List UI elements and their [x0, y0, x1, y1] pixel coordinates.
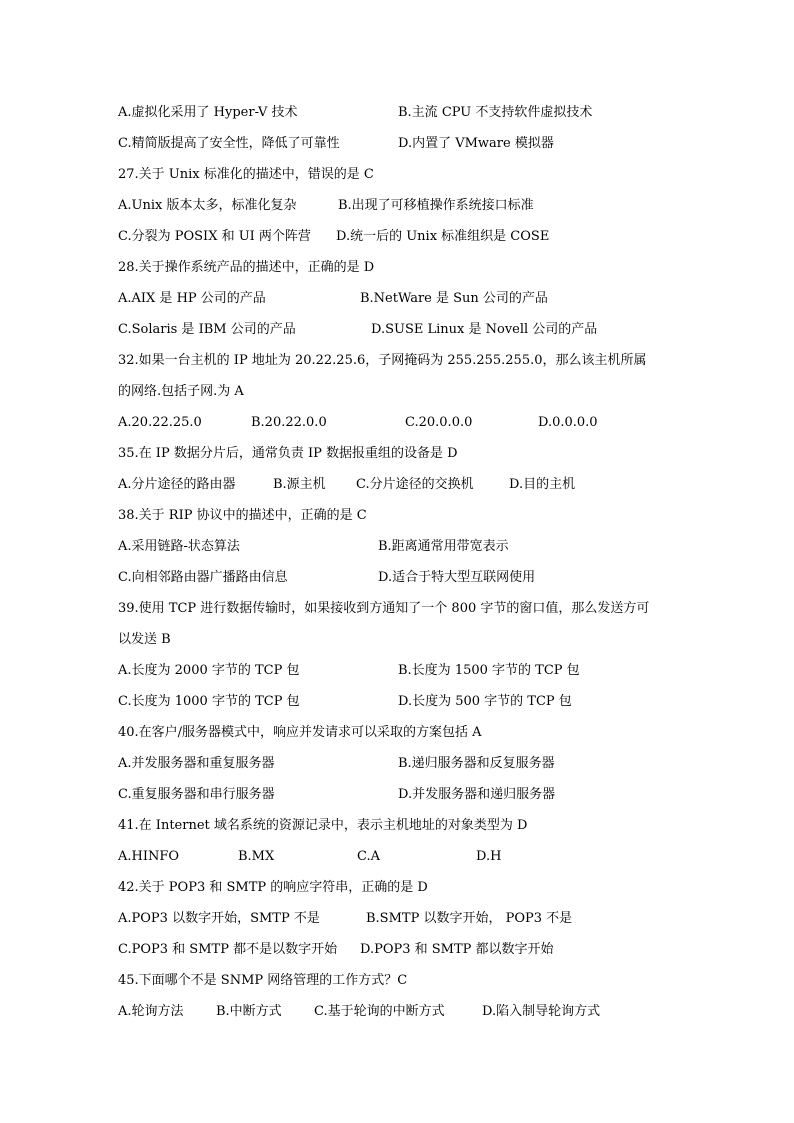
option-b: B.SMTP 以数字开始， POP3 不是: [366, 911, 573, 926]
option-a: A.长度为 2000 字节的 TCP 包: [118, 663, 300, 678]
option-c: C.精简版提高了安全性，降低了可靠性: [118, 136, 340, 151]
question-text: 的网络.包括子网.为 A: [118, 384, 244, 399]
option-a: A.轮询方法: [118, 1004, 184, 1019]
option-d: D.目的主机: [509, 477, 576, 492]
option-a: A.20.22.25.0: [118, 415, 202, 430]
option-b: B.NetWare 是 Sun 公司的产品: [360, 291, 548, 306]
question-text: 27.关于 Unix 标准化的描述中，错误的是 C: [118, 167, 374, 182]
option-a: A.AIX 是 HP 公司的产品: [118, 291, 266, 306]
option-a: A.分片途径的路由器: [118, 477, 236, 492]
question-text: 以发送 B: [118, 632, 171, 647]
option-d: D.长度为 500 字节的 TCP 包: [398, 694, 572, 709]
option-b: B.中断方式: [216, 1004, 282, 1019]
option-a: A.Unix 版本太多，标准化复杂: [118, 198, 297, 213]
option-d: D.适合于特大型互联网使用: [378, 570, 536, 585]
option-b: B.长度为 1500 字节的 TCP 包: [398, 663, 580, 678]
option-d: D.H: [476, 849, 502, 864]
question-text: 41.在 Internet 域名系统的资源记录中，表示主机地址的对象类型为 D: [118, 818, 528, 833]
question-text: 35.在 IP 数据分片后，通常负责 IP 数据报重组的设备是 D: [118, 446, 458, 461]
question-text: 38.关于 RIP 协议中的描述中，正确的是 C: [118, 508, 367, 523]
option-c: C.基于轮询的中断方式: [314, 1004, 445, 1019]
option-c: C.长度为 1000 字节的 TCP 包: [118, 694, 300, 709]
option-a: A.并发服务器和重复服务器: [118, 756, 275, 771]
option-a: A.虚拟化采用了 Hyper-V 技术: [118, 105, 298, 120]
option-a: A.POP3 以数字开始，SMTP 不是: [118, 911, 320, 926]
question-text: 39.使用 TCP 进行数据传输时，如果接收到方通知了一个 800 字节的窗口值，那么发送方可: [118, 601, 650, 616]
question-text: 45.下面哪个不是 SNMP 网络管理的工作方式？C: [118, 973, 408, 988]
option-d: D.并发服务器和递归服务器: [398, 787, 556, 802]
option-b: B.主流 CPU 不支持软件虚拟技术: [398, 105, 593, 120]
option-b: B.20.22.0.0: [251, 415, 327, 430]
option-c: C.分裂为 POSIX 和 UI 两个阵营: [118, 229, 311, 244]
option-c: C.Solaris 是 IBM 公司的产品: [118, 322, 296, 337]
option-a: A.采用链路-状态算法: [118, 539, 240, 554]
option-b: B.源主机: [273, 477, 326, 492]
option-d: D.POP3 和 SMTP 都以数字开始: [360, 942, 554, 957]
option-b: B.MX: [238, 849, 275, 864]
option-c: C.20.0.0.0: [405, 415, 473, 430]
option-c: C.重复服务器和串行服务器: [118, 787, 275, 802]
option-d: D.陷入制导轮询方式: [482, 1004, 601, 1019]
question-text: 28.关于操作系统产品的描述中，正确的是 D: [118, 260, 375, 275]
option-c: C.向相邻路由器广播路由信息: [118, 570, 288, 585]
option-d: D.内置了 VMware 模拟器: [398, 136, 554, 151]
option-d: D.统一后的 Unix 标准组织是 COSE: [336, 229, 550, 244]
option-a: A.HINFO: [118, 849, 180, 864]
question-text: 40.在客户/服务器模式中，响应并发请求可以采取的方案包括 A: [118, 725, 482, 740]
option-b: B.递归服务器和反复服务器: [398, 756, 555, 771]
question-text: 42.关于 POP3 和 SMTP 的响应字符串，正确的是 D: [118, 880, 428, 895]
option-d: D.0.0.0.0: [538, 415, 598, 430]
option-c: C.分片途径的交换机: [356, 477, 474, 492]
option-c: C.POP3 和 SMTP 都不是以数字开始: [118, 942, 338, 957]
option-d: D.SUSE Linux 是 Novell 公司的产品: [371, 322, 598, 337]
option-b: B.距离通常用带宽表示: [378, 539, 509, 554]
question-text: 32.如果一台主机的 IP 地址为 20.22.25.6，子网掩码为 255.255.255.0，那么该主机所属: [118, 353, 647, 368]
option-b: B.出现了可移植操作系统接口标准: [338, 198, 534, 213]
option-c: C.A: [357, 849, 381, 864]
